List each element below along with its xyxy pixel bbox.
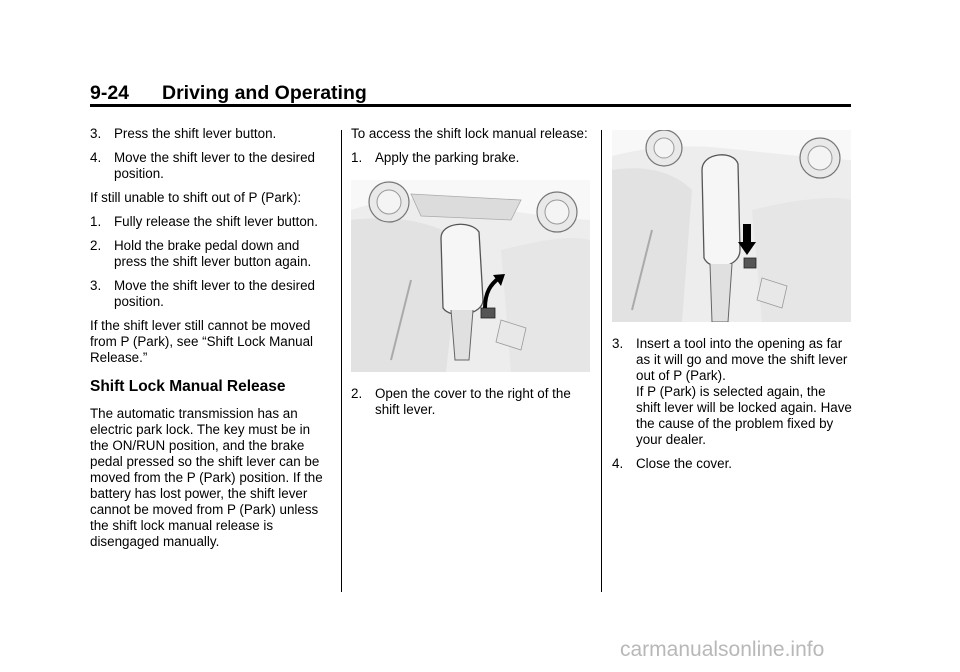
insert-tool-image	[612, 130, 851, 322]
step-number: 4.	[612, 456, 624, 471]
list-item	[351, 150, 591, 166]
column-1	[90, 126, 330, 550]
list-item	[90, 126, 330, 142]
step-number: 1.	[351, 150, 363, 165]
step-text: Hold the brake pedal down and press the shift lever button again.	[114, 238, 312, 269]
column-3	[612, 126, 852, 480]
list-item	[90, 238, 330, 270]
step-number: 1.	[90, 214, 102, 229]
step-number: 3.	[90, 278, 102, 293]
header-rule	[90, 104, 851, 107]
page-number: 9-24	[90, 82, 130, 104]
step-text: Fully release the shift lever button.	[114, 214, 318, 229]
step-number: 2.	[90, 238, 102, 253]
watermark: carmanualsonline.info	[620, 638, 825, 661]
step-text: Open the cover to the right of the shift lever.	[375, 386, 571, 417]
list-item	[351, 386, 591, 418]
shift-lever-cover-illustration	[351, 180, 590, 372]
column-2	[351, 126, 591, 426]
shift-lever-open-cover-image	[351, 180, 590, 372]
subsection-heading: Shift Lock Manual Release	[90, 378, 286, 395]
step-text: Press the shift lever button.	[114, 126, 277, 141]
list-item	[612, 456, 852, 472]
list-item	[612, 336, 852, 448]
step-number: 4.	[90, 150, 102, 165]
step-text: Insert a tool into the opening as far as it will go and move the shift lever out of P (Park).	[636, 336, 848, 383]
paragraph: If still unable to shift out of P (Park):	[90, 190, 302, 205]
paragraph: The automatic transmission has an electric park lock. The key must be in the ON/RUN position, and the brake pedal pressed so the shift lever can be moved from the P (Park) position. If the battery has lost power, the shift lever cannot be moved from P (Park) unless the shift lock manual release is disengaged manually.	[90, 406, 323, 549]
list-item	[90, 214, 330, 230]
list-item	[90, 150, 330, 182]
section-title: Driving and Operating	[162, 82, 367, 104]
step-number: 3.	[612, 336, 624, 351]
shift-lever-tool-illustration	[612, 130, 851, 322]
column-divider	[341, 130, 342, 592]
step-number: 2.	[351, 386, 363, 401]
step-text: Move the shift lever to the desired position.	[114, 150, 315, 181]
column-divider	[601, 130, 602, 592]
step-number: 3.	[90, 126, 102, 141]
paragraph: If the shift lever still cannot be moved from P (Park), see “Shift Lock Manual Release.”	[90, 318, 314, 365]
step-text: Move the shift lever to the desired position.	[114, 278, 315, 309]
step-text: Apply the parking brake.	[375, 150, 520, 165]
paragraph: To access the shift lock manual release:	[351, 126, 588, 141]
list-item	[90, 278, 330, 310]
step-text: Close the cover.	[636, 456, 733, 471]
step-text-continued: If P (Park) is selected again, the shift lever will be locked again. Have the cause of the problem fixed by your dealer.	[636, 384, 852, 447]
